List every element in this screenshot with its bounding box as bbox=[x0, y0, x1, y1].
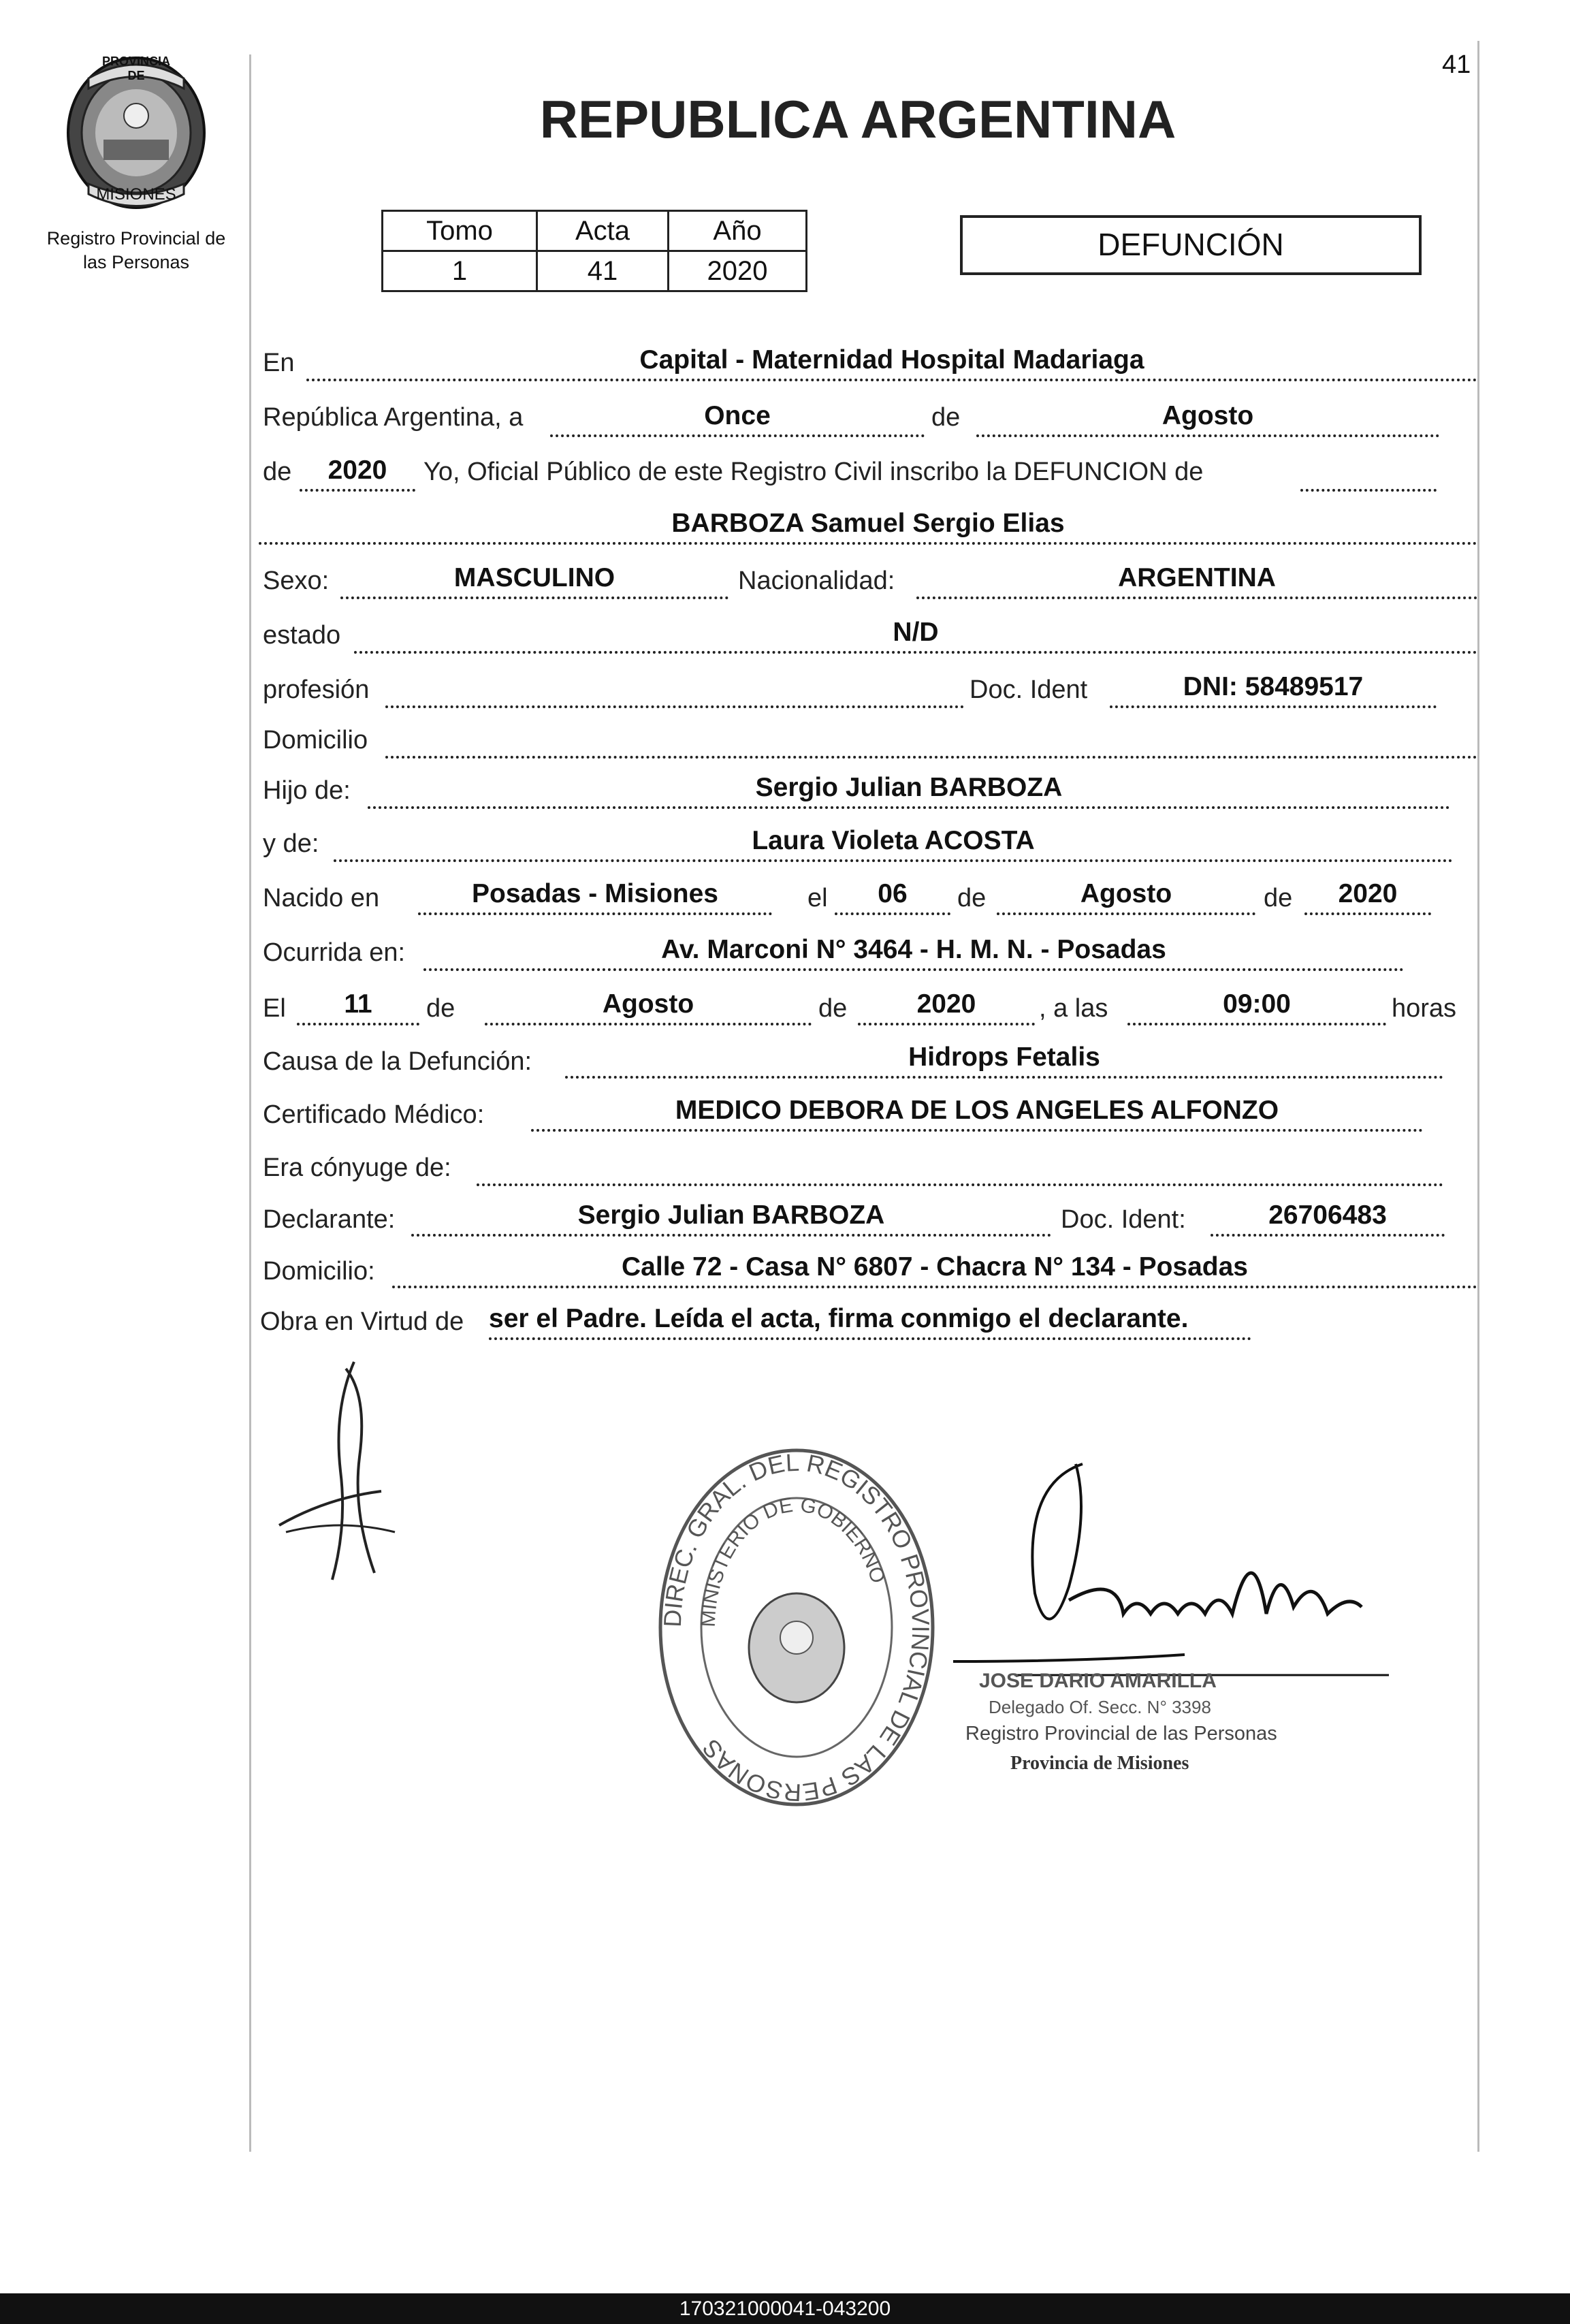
place-field: Capital - Maternidad Hospital Madariaga bbox=[306, 345, 1477, 381]
mother-field: Laura Violeta ACOSTA bbox=[334, 825, 1453, 862]
stamp-outer-text: DIREC. GRAL. DEL REGISTRO PROVINCIAL DE LAS PERSONAS bbox=[658, 1448, 935, 1807]
registry-stamp bbox=[654, 1444, 940, 1811]
label-el: el bbox=[807, 884, 828, 912]
label-nacionalidad: Nacionalidad: bbox=[738, 567, 895, 595]
death-day-field: 11 bbox=[297, 989, 419, 1025]
label-estado: estado bbox=[263, 621, 341, 650]
record-table bbox=[381, 210, 807, 292]
profesion-field bbox=[385, 671, 964, 708]
country-title: REPUBLICA ARGENTINA bbox=[539, 89, 1176, 149]
label-yo-oficial: Yo, Oficial Público de este Registro Civil inscribo la DEFUNCION de bbox=[423, 458, 1204, 486]
label-de-2: de bbox=[263, 458, 292, 486]
label-conyuge: Era cónyuge de: bbox=[263, 1153, 451, 1182]
declarant-doc-field: 26706483 bbox=[1211, 1200, 1445, 1237]
birth-year-field: 2020 bbox=[1304, 878, 1431, 915]
birth-place-field: Posadas - Misiones bbox=[418, 878, 772, 915]
label-obra: Obra en Virtud de bbox=[260, 1307, 464, 1336]
official-title: Delegado Of. Secc. N° 3398 bbox=[989, 1697, 1211, 1717]
page-number: 41 bbox=[1442, 50, 1471, 79]
tomo-value: 1 bbox=[383, 251, 537, 291]
doc-ident-field: DNI: 58489517 bbox=[1110, 671, 1437, 708]
tomo-header: Tomo bbox=[383, 211, 537, 251]
label-certificado: Certificado Médico: bbox=[263, 1100, 485, 1129]
acta-value: 41 bbox=[537, 251, 669, 291]
year-field: 2020 bbox=[300, 455, 415, 492]
registry-name-line2: las Personas bbox=[82, 252, 190, 272]
month-text-field: Agosto bbox=[976, 400, 1439, 437]
estado-field: N/D bbox=[354, 617, 1477, 654]
label-declarante: Declarante: bbox=[263, 1205, 396, 1234]
anio-value: 2020 bbox=[669, 251, 807, 291]
footer-code: 170321000041-043200 bbox=[0, 2293, 1570, 2324]
death-time-field: 09:00 bbox=[1127, 989, 1386, 1025]
seal-bottom-text: MISIONES bbox=[96, 185, 176, 204]
domicilio-field bbox=[385, 722, 1477, 759]
obra-field: ser el Padre. Leída el acta, firma conmigo el declarante. bbox=[489, 1303, 1251, 1340]
death-place-field: Av. Marconi N° 3464 - H. M. N. - Posadas bbox=[423, 934, 1404, 971]
declarant-signature bbox=[272, 1355, 408, 1600]
label-en: En bbox=[263, 349, 295, 377]
label-de-1: de bbox=[931, 403, 961, 432]
label-de-3: de bbox=[957, 884, 987, 912]
left-margin-line bbox=[249, 54, 251, 2152]
label-y-de: y de: bbox=[263, 829, 319, 858]
spouse-field bbox=[477, 1149, 1443, 1186]
cause-field: Hidrops Fetalis bbox=[565, 1042, 1443, 1079]
official-signature bbox=[912, 1457, 1403, 1702]
birth-day-field: 06 bbox=[835, 878, 950, 915]
label-sexo: Sexo: bbox=[263, 567, 330, 595]
acta-header: Acta bbox=[537, 211, 669, 251]
official-name: JOSE DARIO AMARILLA bbox=[979, 1670, 1217, 1692]
death-year-field: 2020 bbox=[858, 989, 1035, 1025]
official-office: Registro Provincial de las Personas bbox=[965, 1723, 1277, 1745]
anio-header: Año bbox=[669, 211, 807, 251]
record-type-box: DEFUNCIÓN bbox=[960, 215, 1422, 275]
medical-certificate-field: MEDICO DEBORA DE LOS ANGELES ALFONZO bbox=[531, 1095, 1423, 1132]
label-a-las: , a las bbox=[1039, 994, 1108, 1023]
declarant-field: Sergio Julian BARBOZA bbox=[411, 1200, 1051, 1237]
label-nacido-en: Nacido en bbox=[263, 884, 380, 912]
label-el-cap: El bbox=[263, 994, 286, 1023]
declarant-address-field: Calle 72 - Casa N° 6807 - Chacra N° 134 - Posadas bbox=[392, 1252, 1477, 1288]
label-republica: República Argentina, a bbox=[263, 403, 524, 432]
stamp-inner-text: MINISTERIO DE GOBIERNO bbox=[696, 1493, 890, 1628]
label-ocurrida-en: Ocurrida en: bbox=[263, 938, 406, 967]
label-causa: Causa de la Defunción: bbox=[263, 1047, 532, 1076]
label-domicilio: Domicilio bbox=[263, 726, 368, 754]
day-text-field: Once bbox=[550, 400, 925, 437]
label-doc-ident-2: Doc. Ident: bbox=[1061, 1205, 1186, 1234]
label-hijo-de: Hijo de: bbox=[263, 776, 351, 805]
death-month-field: Agosto bbox=[485, 989, 812, 1025]
label-de-5: de bbox=[426, 994, 455, 1023]
right-margin-line bbox=[1477, 41, 1479, 2152]
label-doc-ident: Doc. Ident bbox=[970, 675, 1088, 704]
birth-month-field: Agosto bbox=[997, 878, 1255, 915]
label-profesion: profesión bbox=[263, 675, 370, 704]
nacionalidad-field: ARGENTINA bbox=[916, 562, 1477, 599]
registry-name-line1: Registro Provincial de bbox=[46, 228, 226, 249]
label-horas: horas bbox=[1392, 994, 1457, 1023]
label-domicilio-2: Domicilio: bbox=[263, 1257, 375, 1286]
sexo-field: MASCULINO bbox=[340, 562, 728, 599]
label-de-4: de bbox=[1264, 884, 1293, 912]
seal-top-text: PROVINCIA DE bbox=[101, 54, 170, 82]
label-de-6: de bbox=[818, 994, 848, 1023]
father-field: Sergio Julian BARBOZA bbox=[368, 772, 1450, 809]
official-province: Provincia de Misiones bbox=[1010, 1753, 1189, 1774]
deceased-name-field: BARBOZA Samuel Sergio Elias bbox=[259, 508, 1477, 545]
yo-trailing-field bbox=[1300, 455, 1437, 492]
